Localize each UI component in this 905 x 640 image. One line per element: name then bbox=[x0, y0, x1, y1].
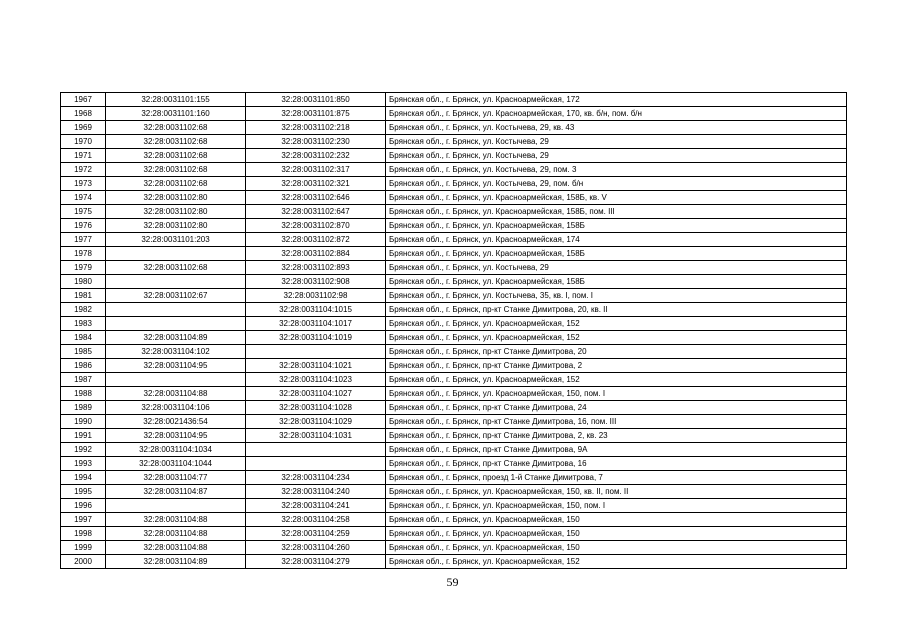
address-cell: Брянская обл., г. Брянск, ул. Красноармейская, 152 bbox=[386, 373, 847, 387]
row-number-cell: 1968 bbox=[61, 107, 106, 121]
row-number-cell: 1987 bbox=[61, 373, 106, 387]
table-row bbox=[61, 359, 847, 373]
row-number-cell: 1977 bbox=[61, 233, 106, 247]
new-cadastral-number-cell: 32:28:0031104:258 bbox=[246, 513, 386, 527]
row-number-cell: 1997 bbox=[61, 513, 106, 527]
old-cadastral-number-cell: 32:28:0031102:80 bbox=[106, 205, 246, 219]
row-number-cell: 1995 bbox=[61, 485, 106, 499]
row-number-cell: 1989 bbox=[61, 401, 106, 415]
row-number-cell: 1973 bbox=[61, 177, 106, 191]
old-cadastral-number-cell: 32:28:0031101:160 bbox=[106, 107, 246, 121]
new-cadastral-number-cell: 32:28:0031104:1017 bbox=[246, 317, 386, 331]
address-cell: Брянская обл., г. Брянск, пр-кт Станке Димитрова, 2 bbox=[386, 359, 847, 373]
new-cadastral-number-cell: 32:28:0031104:1023 bbox=[246, 373, 386, 387]
new-cadastral-number-cell: 32:28:0031104:1021 bbox=[246, 359, 386, 373]
table-row bbox=[61, 555, 847, 569]
old-cadastral-number-cell: 32:28:0031104:1044 bbox=[106, 457, 246, 471]
row-number-cell: 1994 bbox=[61, 471, 106, 485]
row-number-cell: 1996 bbox=[61, 499, 106, 513]
new-cadastral-number-cell: 32:28:0031102:98 bbox=[246, 289, 386, 303]
old-cadastral-number-cell bbox=[106, 275, 246, 289]
address-cell: Брянская обл., г. Брянск, ул. Красноармейская, 158Б bbox=[386, 247, 847, 261]
new-cadastral-number-cell: 32:28:0031104:1028 bbox=[246, 401, 386, 415]
address-cell: Брянская обл., г. Брянск, ул. Костычева, 29 bbox=[386, 261, 847, 275]
row-number-cell: 1984 bbox=[61, 331, 106, 345]
table-row bbox=[61, 191, 847, 205]
old-cadastral-number-cell: 32:28:0031104:95 bbox=[106, 359, 246, 373]
table-row bbox=[61, 233, 847, 247]
row-number-cell: 1999 bbox=[61, 541, 106, 555]
cadastral-table bbox=[60, 92, 847, 569]
row-number-cell: 1972 bbox=[61, 163, 106, 177]
new-cadastral-number-cell: 32:28:0031104:1029 bbox=[246, 415, 386, 429]
row-number-cell: 1978 bbox=[61, 247, 106, 261]
old-cadastral-number-cell bbox=[106, 303, 246, 317]
row-number-cell: 2000 bbox=[61, 555, 106, 569]
table-row bbox=[61, 205, 847, 219]
address-cell: Брянская обл., г. Брянск, ул. Красноармейская, 150, пом. I bbox=[386, 499, 847, 513]
new-cadastral-number-cell bbox=[246, 443, 386, 457]
old-cadastral-number-cell: 32:28:0031104:88 bbox=[106, 513, 246, 527]
address-cell: Брянская обл., г. Брянск, пр-кт Станке Димитрова, 9А bbox=[386, 443, 847, 457]
address-cell: Брянская обл., г. Брянск, пр-кт Станке Димитрова, 20 bbox=[386, 345, 847, 359]
row-number-cell: 1974 bbox=[61, 191, 106, 205]
table-row bbox=[61, 177, 847, 191]
new-cadastral-number-cell: 32:28:0031102:317 bbox=[246, 163, 386, 177]
new-cadastral-number-cell: 32:28:0031102:647 bbox=[246, 205, 386, 219]
address-cell: Брянская обл., г. Брянск, ул. Красноармейская, 158Б bbox=[386, 219, 847, 233]
row-number-cell: 1980 bbox=[61, 275, 106, 289]
table-row bbox=[61, 303, 847, 317]
address-cell: Брянская обл., г. Брянск, ул. Красноармейская, 152 bbox=[386, 555, 847, 569]
row-number-cell: 1981 bbox=[61, 289, 106, 303]
table-row bbox=[61, 485, 847, 499]
old-cadastral-number-cell: 32:28:0031104:95 bbox=[106, 429, 246, 443]
table-body bbox=[61, 93, 847, 569]
row-number-cell: 1976 bbox=[61, 219, 106, 233]
new-cadastral-number-cell: 32:28:0031104:1015 bbox=[246, 303, 386, 317]
old-cadastral-number-cell: 32:28:0031102:67 bbox=[106, 289, 246, 303]
table-row bbox=[61, 135, 847, 149]
table-row bbox=[61, 247, 847, 261]
old-cadastral-number-cell: 32:28:0031102:68 bbox=[106, 121, 246, 135]
address-cell: Брянская обл., г. Брянск, пр-кт Станке Димитрова, 24 bbox=[386, 401, 847, 415]
row-number-cell: 1985 bbox=[61, 345, 106, 359]
row-number-cell: 1969 bbox=[61, 121, 106, 135]
table-row bbox=[61, 317, 847, 331]
old-cadastral-number-cell: 32:28:0031101:155 bbox=[106, 93, 246, 107]
new-cadastral-number-cell: 32:28:0031104:234 bbox=[246, 471, 386, 485]
table-row bbox=[61, 499, 847, 513]
old-cadastral-number-cell: 32:28:0031102:80 bbox=[106, 191, 246, 205]
table-row bbox=[61, 93, 847, 107]
new-cadastral-number-cell: 32:28:0031102:218 bbox=[246, 121, 386, 135]
row-number-cell: 1988 bbox=[61, 387, 106, 401]
table-row bbox=[61, 373, 847, 387]
address-cell: Брянская обл., г. Брянск, ул. Красноармейская, 150 bbox=[386, 527, 847, 541]
new-cadastral-number-cell: 32:28:0031104:1019 bbox=[246, 331, 386, 345]
old-cadastral-number-cell: 32:28:0031102:68 bbox=[106, 177, 246, 191]
address-cell: Брянская обл., г. Брянск, пр-кт Станке Димитрова, 2, кв. 23 bbox=[386, 429, 847, 443]
table-row bbox=[61, 331, 847, 345]
address-cell: Брянская обл., г. Брянск, проезд 1-й Станке Димитрова, 7 bbox=[386, 471, 847, 485]
address-cell: Брянская обл., г. Брянск, ул. Красноармейская, 158Б bbox=[386, 275, 847, 289]
address-cell: Брянская обл., г. Брянск, ул. Костычева, 29 bbox=[386, 149, 847, 163]
old-cadastral-number-cell: 32:28:0031104:1034 bbox=[106, 443, 246, 457]
row-number-cell: 1991 bbox=[61, 429, 106, 443]
old-cadastral-number-cell: 32:28:0031101:203 bbox=[106, 233, 246, 247]
table-row bbox=[61, 107, 847, 121]
old-cadastral-number-cell: 32:28:0031102:80 bbox=[106, 219, 246, 233]
row-number-cell: 1971 bbox=[61, 149, 106, 163]
old-cadastral-number-cell: 32:28:0031104:106 bbox=[106, 401, 246, 415]
address-cell: Брянская обл., г. Брянск, ул. Красноармейская, 158Б, пом. III bbox=[386, 205, 847, 219]
new-cadastral-number-cell: 32:28:0031102:872 bbox=[246, 233, 386, 247]
old-cadastral-number-cell: 32:28:0031104:87 bbox=[106, 485, 246, 499]
address-cell: Брянская обл., г. Брянск, ул. Красноармейская, 150, пом. I bbox=[386, 387, 847, 401]
old-cadastral-number-cell: 32:28:0021436:54 bbox=[106, 415, 246, 429]
address-cell: Брянская обл., г. Брянск, ул. Костычева, 35, кв. I, пом. I bbox=[386, 289, 847, 303]
row-number-cell: 1992 bbox=[61, 443, 106, 457]
old-cadastral-number-cell: 32:28:0031104:89 bbox=[106, 331, 246, 345]
new-cadastral-number-cell: 32:28:0031102:884 bbox=[246, 247, 386, 261]
new-cadastral-number-cell: 32:28:0031102:232 bbox=[246, 149, 386, 163]
new-cadastral-number-cell: 32:28:0031104:241 bbox=[246, 499, 386, 513]
old-cadastral-number-cell: 32:28:0031102:68 bbox=[106, 163, 246, 177]
new-cadastral-number-cell: 32:28:0031104:260 bbox=[246, 541, 386, 555]
new-cadastral-number-cell: 32:28:0031102:870 bbox=[246, 219, 386, 233]
table-row bbox=[61, 345, 847, 359]
new-cadastral-number-cell: 32:28:0031102:321 bbox=[246, 177, 386, 191]
address-cell: Брянская обл., г. Брянск, пр-кт Станке Димитрова, 16, пом. III bbox=[386, 415, 847, 429]
row-number-cell: 1998 bbox=[61, 527, 106, 541]
new-cadastral-number-cell: 32:28:0031102:908 bbox=[246, 275, 386, 289]
address-cell: Брянская обл., г. Брянск, пр-кт Станке Димитрова, 20, кв. II bbox=[386, 303, 847, 317]
old-cadastral-number-cell: 32:28:0031102:68 bbox=[106, 135, 246, 149]
address-cell: Брянская обл., г. Брянск, ул. Красноармейская, 170, кв. б/н, пом. б/н bbox=[386, 107, 847, 121]
old-cadastral-number-cell: 32:28:0031104:88 bbox=[106, 541, 246, 555]
new-cadastral-number-cell bbox=[246, 457, 386, 471]
address-cell: Брянская обл., г. Брянск, ул. Красноармейская, 152 bbox=[386, 317, 847, 331]
page-number: 59 bbox=[446, 575, 459, 589]
table-row bbox=[61, 415, 847, 429]
table-row bbox=[61, 219, 847, 233]
row-number-cell: 1975 bbox=[61, 205, 106, 219]
new-cadastral-number-cell: 32:28:0031102:230 bbox=[246, 135, 386, 149]
old-cadastral-number-cell bbox=[106, 499, 246, 513]
table-row bbox=[61, 387, 847, 401]
address-cell: Брянская обл., г. Брянск, ул. Красноармейская, 174 bbox=[386, 233, 847, 247]
address-cell: Брянская обл., г. Брянск, пр-кт Станке Димитрова, 16 bbox=[386, 457, 847, 471]
table-row bbox=[61, 275, 847, 289]
new-cadastral-number-cell: 32:28:0031102:893 bbox=[246, 261, 386, 275]
table-row bbox=[61, 471, 847, 485]
old-cadastral-number-cell: 32:28:0031104:88 bbox=[106, 527, 246, 541]
table-row bbox=[61, 513, 847, 527]
address-cell: Брянская обл., г. Брянск, ул. Костычева, 29 bbox=[386, 135, 847, 149]
address-cell: Брянская обл., г. Брянск, ул. Красноармейская, 150 bbox=[386, 513, 847, 527]
row-number-cell: 1970 bbox=[61, 135, 106, 149]
table-row bbox=[61, 261, 847, 275]
row-number-cell: 1986 bbox=[61, 359, 106, 373]
new-cadastral-number-cell: 32:28:0031104:259 bbox=[246, 527, 386, 541]
address-cell: Брянская обл., г. Брянск, ул. Красноармейская, 172 bbox=[386, 93, 847, 107]
new-cadastral-number-cell bbox=[246, 345, 386, 359]
new-cadastral-number-cell: 32:28:0031104:240 bbox=[246, 485, 386, 499]
row-number-cell: 1990 bbox=[61, 415, 106, 429]
old-cadastral-number-cell bbox=[106, 247, 246, 261]
address-cell: Брянская обл., г. Брянск, ул. Красноармейская, 150 bbox=[386, 541, 847, 555]
row-number-cell: 1993 bbox=[61, 457, 106, 471]
old-cadastral-number-cell bbox=[106, 373, 246, 387]
row-number-cell: 1967 bbox=[61, 93, 106, 107]
table-row bbox=[61, 457, 847, 471]
old-cadastral-number-cell: 32:28:0031104:89 bbox=[106, 555, 246, 569]
old-cadastral-number-cell bbox=[106, 317, 246, 331]
address-cell: Брянская обл., г. Брянск, ул. Костычева, 29, кв. 43 bbox=[386, 121, 847, 135]
table-row bbox=[61, 149, 847, 163]
table-row bbox=[61, 289, 847, 303]
old-cadastral-number-cell: 32:28:0031104:102 bbox=[106, 345, 246, 359]
address-cell: Брянская обл., г. Брянск, ул. Красноармейская, 150, кв. II, пом. II bbox=[386, 485, 847, 499]
old-cadastral-number-cell: 32:28:0031102:68 bbox=[106, 261, 246, 275]
new-cadastral-number-cell: 32:28:0031104:279 bbox=[246, 555, 386, 569]
address-cell: Брянская обл., г. Брянск, ул. Красноармейская, 158Б, кв. V bbox=[386, 191, 847, 205]
table-row bbox=[61, 429, 847, 443]
table-row bbox=[61, 121, 847, 135]
new-cadastral-number-cell: 32:28:0031104:1031 bbox=[246, 429, 386, 443]
table-row bbox=[61, 401, 847, 415]
address-cell: Брянская обл., г. Брянск, ул. Красноармейская, 152 bbox=[386, 331, 847, 345]
table-row bbox=[61, 527, 847, 541]
new-cadastral-number-cell: 32:28:0031104:1027 bbox=[246, 387, 386, 401]
row-number-cell: 1982 bbox=[61, 303, 106, 317]
row-number-cell: 1979 bbox=[61, 261, 106, 275]
old-cadastral-number-cell: 32:28:0031102:68 bbox=[106, 149, 246, 163]
old-cadastral-number-cell: 32:28:0031104:77 bbox=[106, 471, 246, 485]
table-row bbox=[61, 443, 847, 457]
new-cadastral-number-cell: 32:28:0031102:646 bbox=[246, 191, 386, 205]
new-cadastral-number-cell: 32:28:0031101:875 bbox=[246, 107, 386, 121]
old-cadastral-number-cell: 32:28:0031104:88 bbox=[106, 387, 246, 401]
row-number-cell: 1983 bbox=[61, 317, 106, 331]
address-cell: Брянская обл., г. Брянск, ул. Костычева, 29, пом. б/н bbox=[386, 177, 847, 191]
table-row bbox=[61, 541, 847, 555]
address-cell: Брянская обл., г. Брянск, ул. Костычева, 29, пом. 3 bbox=[386, 163, 847, 177]
table-row bbox=[61, 163, 847, 177]
new-cadastral-number-cell: 32:28:0031101:850 bbox=[246, 93, 386, 107]
